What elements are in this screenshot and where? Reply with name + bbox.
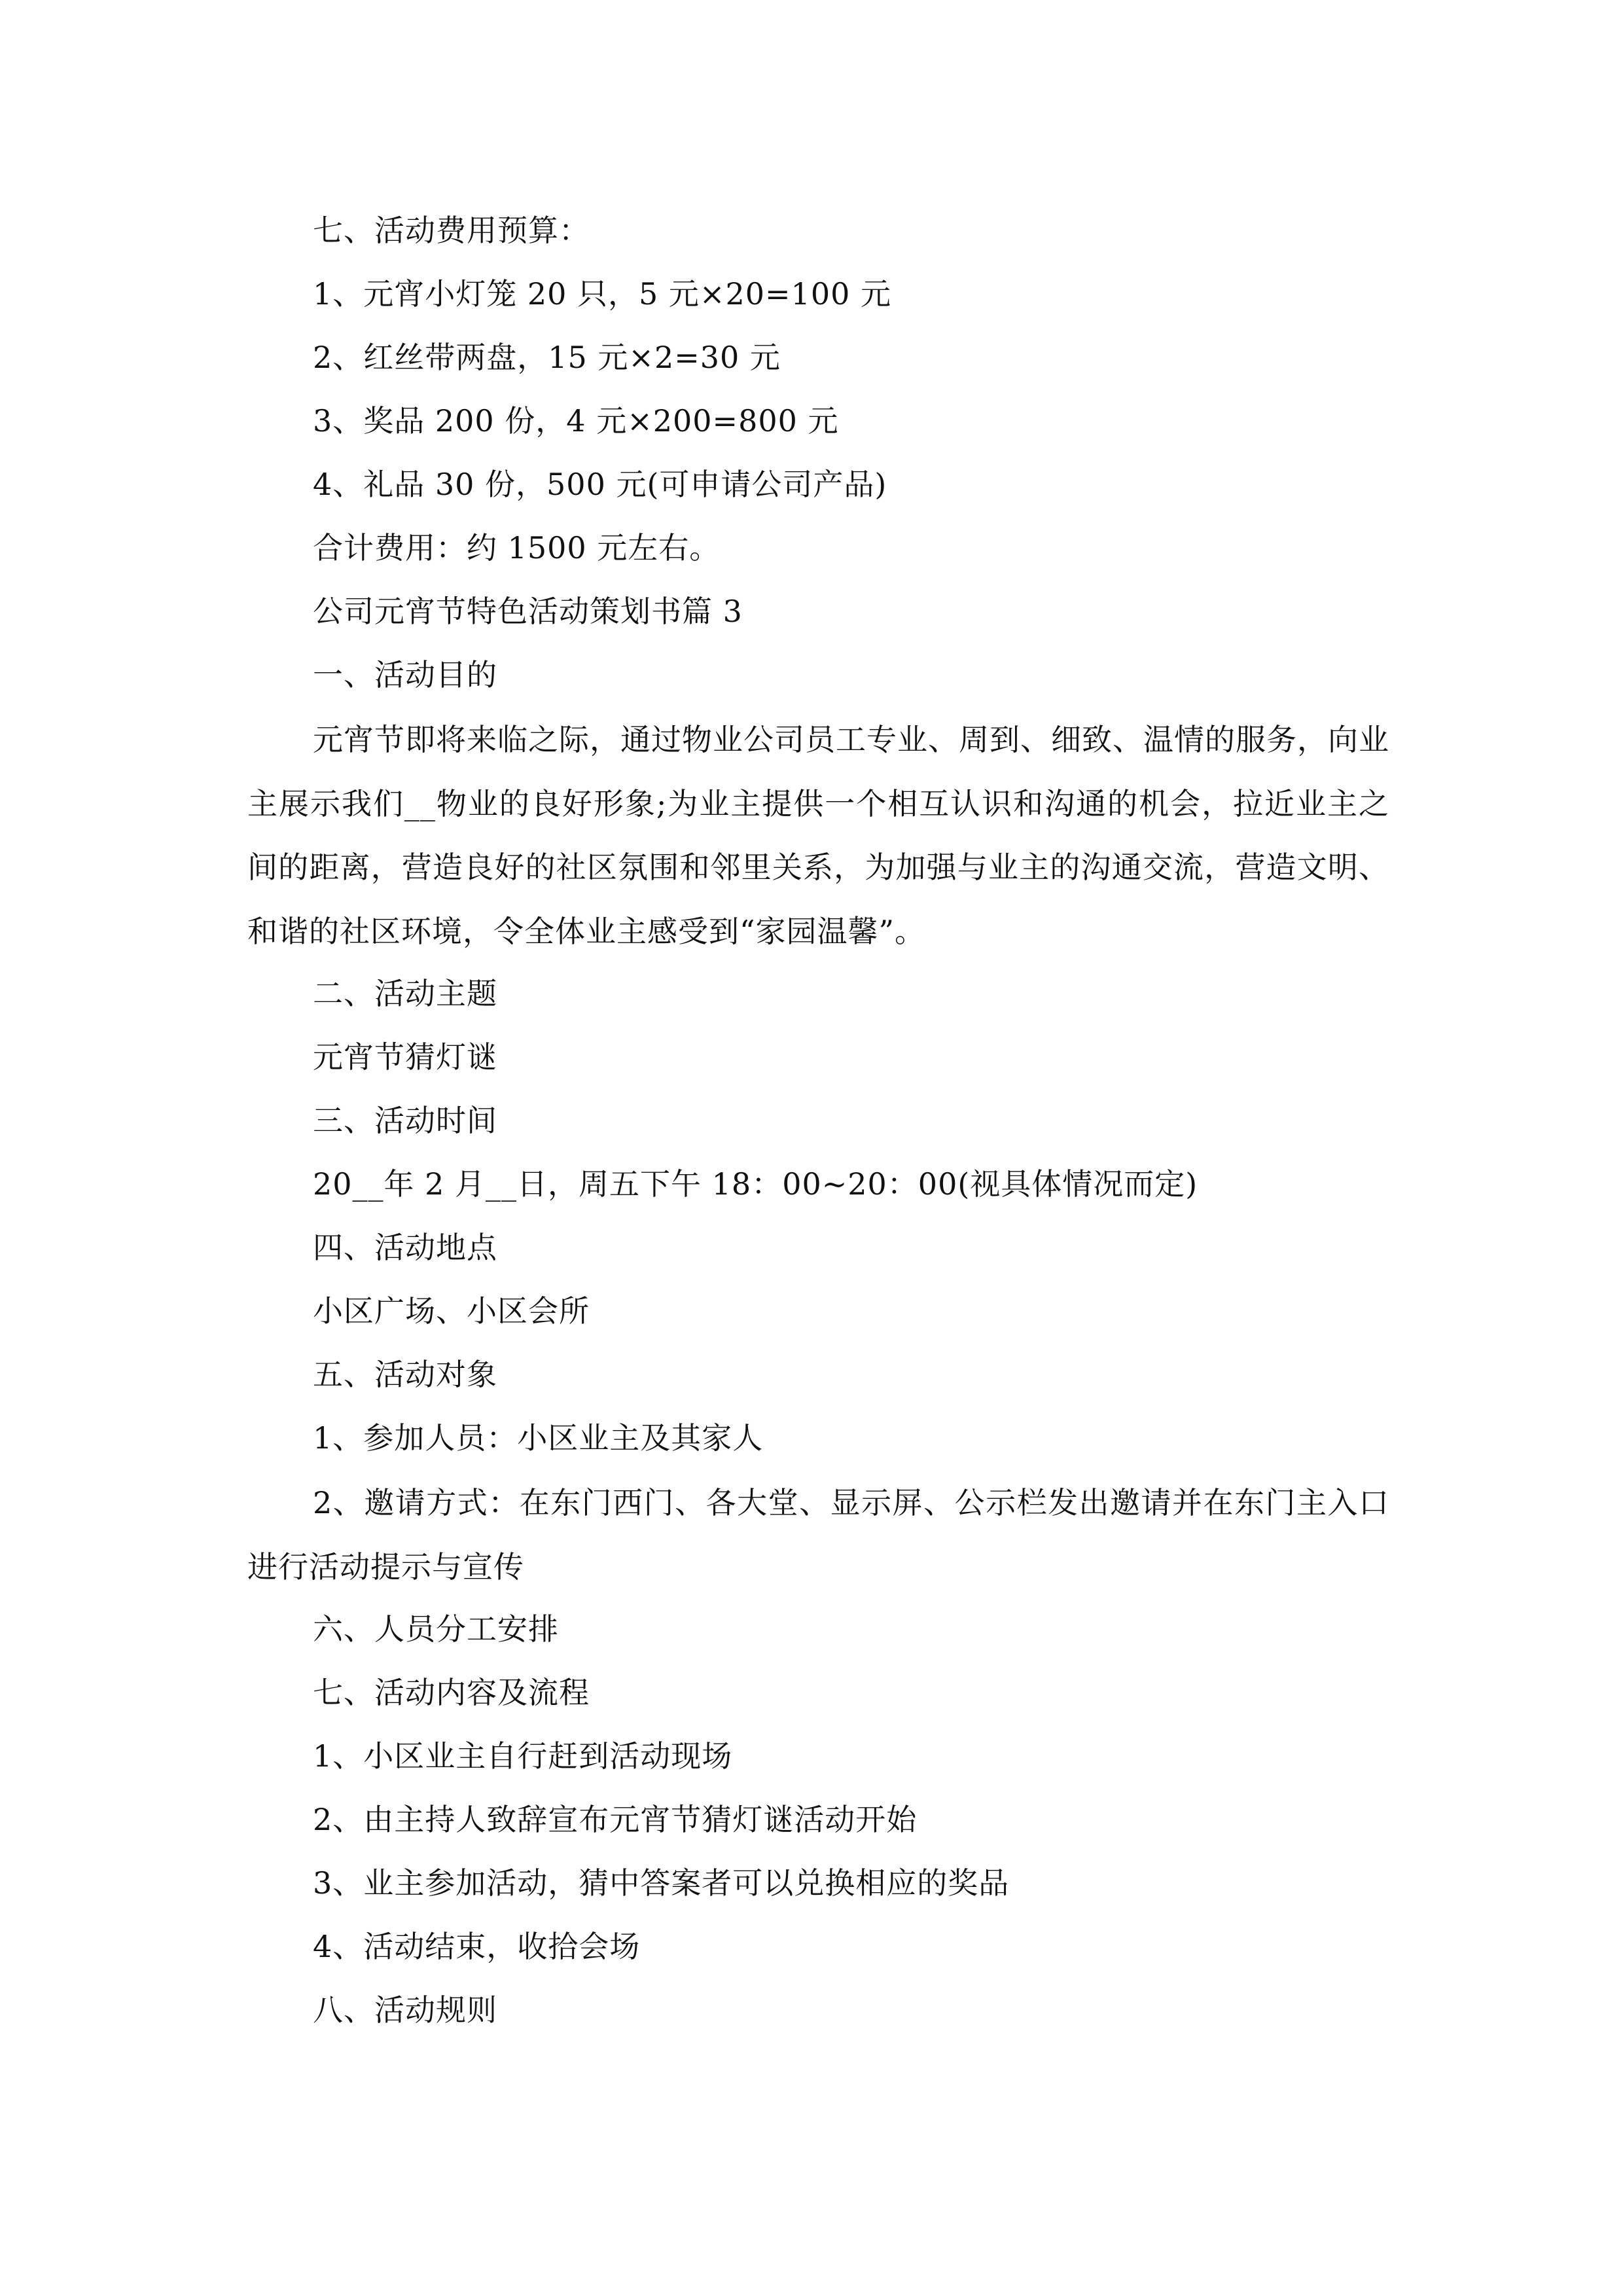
time-text: 20__年 2 月__日，周五下午 18：00~20：00(视具体情况而定) xyxy=(313,1166,1198,1202)
target-invitation: 2、邀请方式：在东门西门、各大堂、显示屏、公示栏发出邀请并在东门主入口进行活动提示与宣传 xyxy=(247,1485,1389,1585)
budget-item-3: 3、奖品 200 份，4 元×200=800 元 xyxy=(313,403,839,439)
target-heading: 五、活动对象 xyxy=(313,1357,497,1392)
theme-text: 元宵节猜灯谜 xyxy=(313,1039,497,1075)
flow-item-2: 2、由主持人致辞宣布元宵节猜灯谜活动开始 xyxy=(313,1802,918,1837)
flow-item-3: 3、业主参加活动，猜中答案者可以兑换相应的奖品 xyxy=(313,1865,1010,1901)
purpose-heading: 一、活动目的 xyxy=(313,657,497,692)
purpose-paragraph: 元宵节即将来临之际，通过物业公司员工专业、周到、细致、温情的服务，向业主展示我们__物业的良好形象;为业主提供一个相互认识和沟通的机会，拉近业主之间的距离，营造良好的社区氛围和邻里关系，为加强与业主的沟通交流，营造文明、和谐的社区环境，令全体业主感受到“家园温馨”。 xyxy=(247,722,1389,949)
target-participants: 1、参加人员：小区业主及其家人 xyxy=(313,1420,764,1456)
theme-heading: 二、活动主题 xyxy=(313,976,497,1011)
flow-item-4: 4、活动结束，收拾会场 xyxy=(313,1929,641,1964)
flow-heading: 七、活动内容及流程 xyxy=(313,1675,590,1710)
place-text: 小区广场、小区会所 xyxy=(313,1293,590,1329)
budget-item-2: 2、红丝带两盘，15 元×2=30 元 xyxy=(313,340,781,375)
flow-item-1: 1、小区业主自行赶到活动现场 xyxy=(313,1738,733,1774)
budget-heading: 七、活动费用预算： xyxy=(313,213,590,248)
rules-heading: 八、活动规则 xyxy=(313,1992,497,2028)
place-heading: 四、活动地点 xyxy=(313,1230,497,1265)
staff-heading: 六、人员分工安排 xyxy=(313,1611,559,1647)
budget-item-1: 1、元宵小灯笼 20 只，5 元×20=100 元 xyxy=(313,276,891,312)
section-title: 公司元宵节特色活动策划书篇 3 xyxy=(313,594,743,629)
time-heading: 三、活动时间 xyxy=(313,1103,497,1138)
budget-total: 合计费用：约 1500 元左右。 xyxy=(313,530,721,565)
budget-item-4: 4、礼品 30 份，500 元(可申请公司产品) xyxy=(313,467,887,502)
